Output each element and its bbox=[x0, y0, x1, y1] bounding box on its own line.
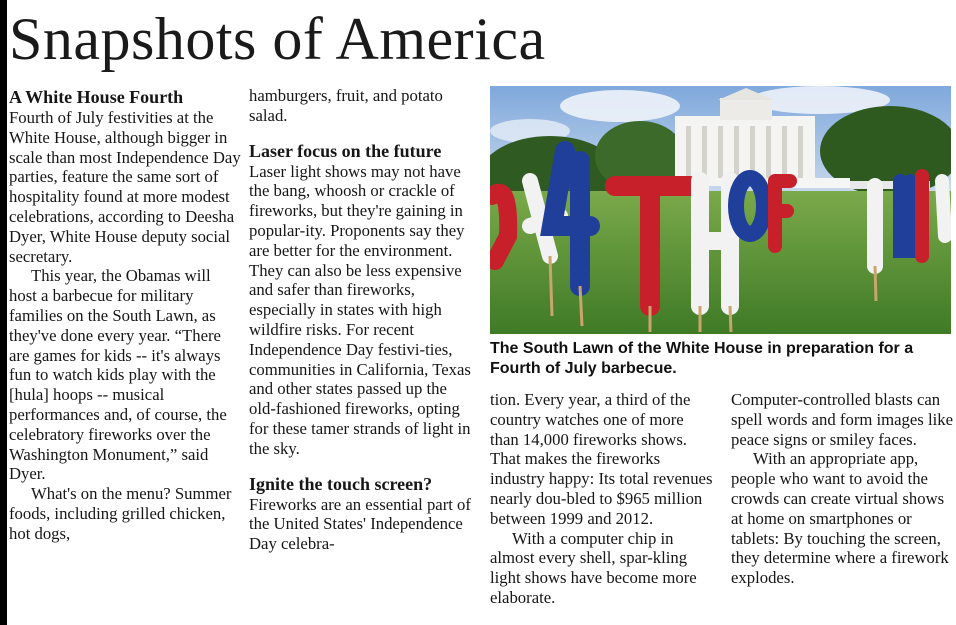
paragraph: This year, the Obamas will host a barbecue for military families on the South Lawn, as they've done every year. “There are games for kids -- it's always fun to watch kids play with the [hula] hoops -- musical performances and, of course, the celebratory fireworks over the Washington Monument,” said Dyer. bbox=[9, 266, 227, 484]
article-column-3 bbox=[490, 390, 715, 608]
south-lawn-photo bbox=[490, 86, 951, 334]
paragraph: With a computer chip in almost every shell, spar-kling light shows have become more elaborate. bbox=[490, 528, 697, 607]
article-column-1 bbox=[9, 87, 241, 544]
article-column-4 bbox=[731, 390, 956, 588]
paragraph: With an appropriate app, people who want to avoid the crowds can create virtual shows at home on smartphones or tablets: By touching the screen, they determine where a firework explodes. bbox=[731, 449, 949, 588]
paragraph: What's on the menu? Summer foods, including grilled chicken, hot dogs, bbox=[9, 484, 232, 543]
page-title: Snapshots of America bbox=[9, 6, 546, 72]
paragraph: Laser light shows may not have the bang, whoosh or crackle of fireworks, but they're gaining in popular-ity. Proponents say they are better for the environment. They can also be less expensive and safer than fireworks, especially in states with high wildfire risks. For recent Independence Day festivi-ties, communities in California, Texas and other states passed up the old-fashioned fireworks, opting for these tamer strands of light in the sky. bbox=[249, 161, 471, 458]
paragraph: tion. Every year, a third of the country watches one of more than 14,000 fireworks shows. That makes the fireworks industry happy: Its total revenues nearly dou-bled to $965 million between 1999 and 2012. bbox=[490, 390, 713, 528]
paragraph: Computer-controlled blasts can spell words and form images like peace signs or smiley faces. bbox=[731, 390, 953, 449]
paragraph: hamburgers, fruit, and potato salad. bbox=[249, 86, 443, 125]
left-edge-rule bbox=[0, 0, 7, 625]
photo-caption: The South Lawn of the White House in preparation for a Fourth of July barbecue. bbox=[490, 340, 914, 377]
paragraph: Fourth of July festivities at the White House, although bigger in scale than most Independence Day parties, feature the same sort of hospitality found at more modest celebrations, according to Deesha Dyer, White House deputy social secretary. bbox=[9, 108, 241, 266]
photo-illustration bbox=[490, 86, 951, 334]
section-heading-laser: Laser focus on the future bbox=[249, 140, 442, 161]
article-column-2 bbox=[249, 86, 477, 554]
section-heading-white-house: A White House Fourth bbox=[9, 87, 184, 107]
paragraph: Fireworks are an essential part of the United States' Independence Day celebra- bbox=[249, 494, 471, 554]
section-heading-touch-screen: Ignite the touch screen? bbox=[249, 473, 433, 494]
